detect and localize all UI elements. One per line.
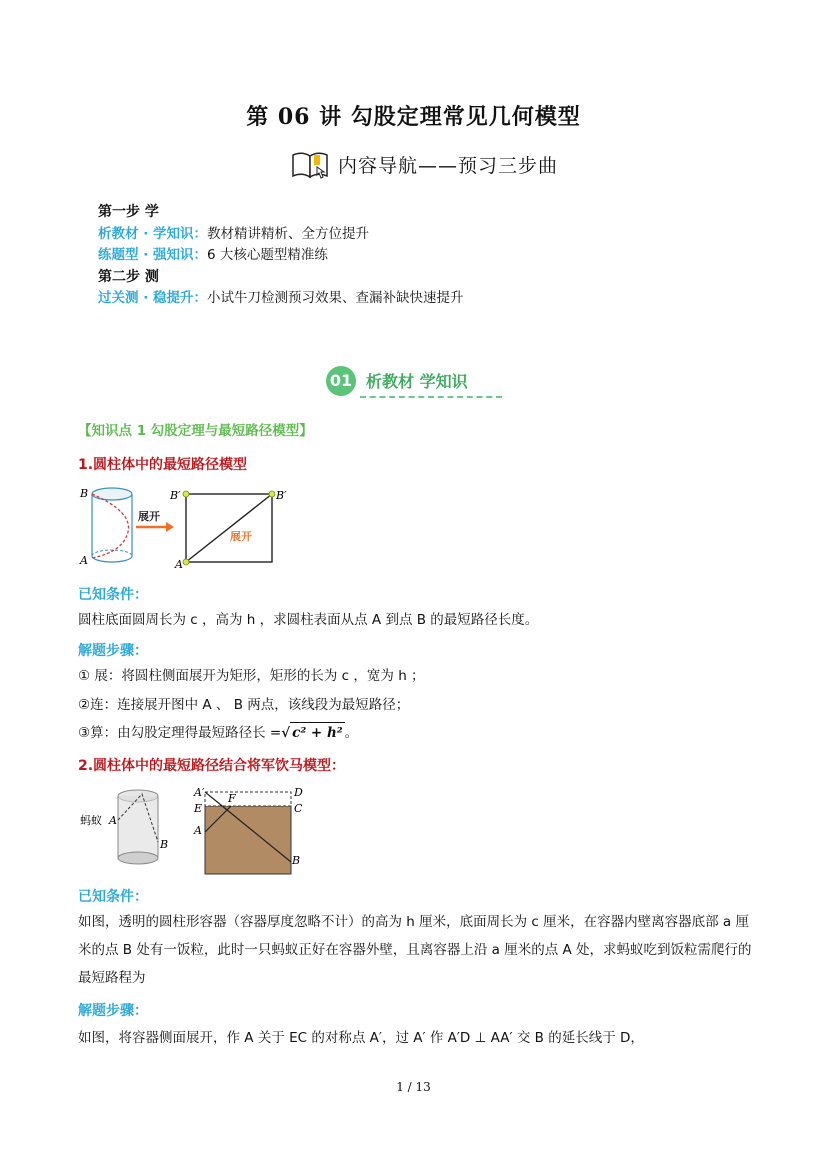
label-b: B (292, 854, 301, 867)
step-item (98, 288, 464, 310)
label-b-cylinder: B (160, 838, 169, 851)
label-b-prime-1: B′ (170, 489, 181, 502)
step-3-suffix: 。 (344, 724, 359, 741)
section-title: 析教材 学知识 (366, 372, 468, 391)
step-1-heading: 第一步 学 (98, 204, 159, 220)
model-1-step-3 (78, 722, 358, 743)
cylinder-general-figure (78, 782, 318, 882)
step-item-label: 过关测 · 稳提升： (98, 290, 208, 306)
model-1-heading: 1.圆柱体中的最短路径模型 (78, 457, 248, 473)
step-3-prefix: ③算：由勾股定理得最短路径长 = (78, 724, 282, 741)
model-1-step-1: ① 展：将圆柱侧面展开为矩形，矩形的长为 c ，宽为 h ； (78, 668, 425, 684)
step-item-label: 析教材 · 学知识： (98, 225, 208, 242)
page-number: 1 / 13 (396, 1080, 431, 1094)
step-list (98, 202, 464, 310)
label-a-cylinder: A (109, 814, 117, 827)
sqrt-formula: √ c² + h² (281, 722, 344, 743)
step-2-heading: 第二步 测 (98, 268, 159, 285)
label-a-prime: A′ (194, 786, 205, 799)
cylinder-unfold-figure (78, 482, 298, 572)
content-navigation (290, 147, 558, 181)
model-1-known-text: 圆柱底面圆周长为 c ，高为 h ，求圆柱表面从点 A 到点 B 的最短路径长度。 (78, 612, 539, 628)
model-2-heading: 2.圆柱体中的最短路径结合将军饮马模型： (78, 758, 346, 774)
step-item-text: 小试牛刀检测预习效果、查漏补缺快速提升 (207, 290, 464, 306)
step-item (98, 224, 464, 246)
label-unfold: 展开 (138, 510, 160, 523)
label-e: E (194, 802, 203, 815)
model-1-known-label: 已知条件： (78, 587, 148, 603)
model-2-steps-text: 如图，将容器侧面展开，作 A 关于 EC 的对称点 A′，过 A′ 作 A′D ⊥ AA′ 交 B 的延长线于 D， (78, 1030, 644, 1046)
label-b-prime-2: B′ (276, 489, 287, 502)
navigation-title: 内容导航——预习三步曲 (338, 154, 559, 177)
model-2-known-label: 已知条件： (78, 889, 148, 905)
step-item-text: 6 大核心题型精准练 (207, 247, 328, 263)
section-underline (360, 396, 502, 398)
label-b-left: B (80, 487, 89, 500)
label-c: C (294, 802, 303, 815)
knowledge-point-heading: 【知识点 1 勾股定理与最短路径模型】 (78, 423, 313, 439)
label-ant: 蚂蚁 (80, 814, 102, 827)
page-title: 第 06 讲 勾股定理常见几何模型 (246, 104, 581, 130)
step-item (98, 245, 464, 267)
step-item-text: 教材精讲精析、全方位提升 (207, 225, 370, 242)
section-badge (320, 364, 510, 400)
section-number: 01 (326, 366, 356, 396)
label-a-rect: A (175, 558, 183, 571)
label-a-left: A (80, 554, 88, 567)
label-unfold-inner: 展开 (230, 530, 252, 543)
label-d: D (294, 786, 303, 799)
label-f: F (228, 792, 236, 805)
model-2-known-text: 如图，透明的圆柱形容器（容器厚度忽略不计）的高为 h 厘米，底面周长为 c 厘米，在容器内壁离容器底部 a 厘米的点 B 处有一饭粒，此时一只蚂蚁正好在容器外壁，且离容器上沿 a 厘米的点 A 处，求蚂蚁吃到饭粒需爬行的最短路程为 (78, 914, 752, 986)
book-pointer-icon (290, 147, 332, 181)
model-1-step-2: ②连：连接展开图中 A 、 B 两点，该线段为最短路径； (78, 697, 410, 713)
model-2-steps-label: 解题步骤： (78, 1003, 148, 1019)
model-1-steps-label: 解题步骤： (78, 643, 148, 659)
label-a: A (194, 824, 202, 837)
step-item-label: 练题型 · 强知识： (98, 247, 208, 263)
